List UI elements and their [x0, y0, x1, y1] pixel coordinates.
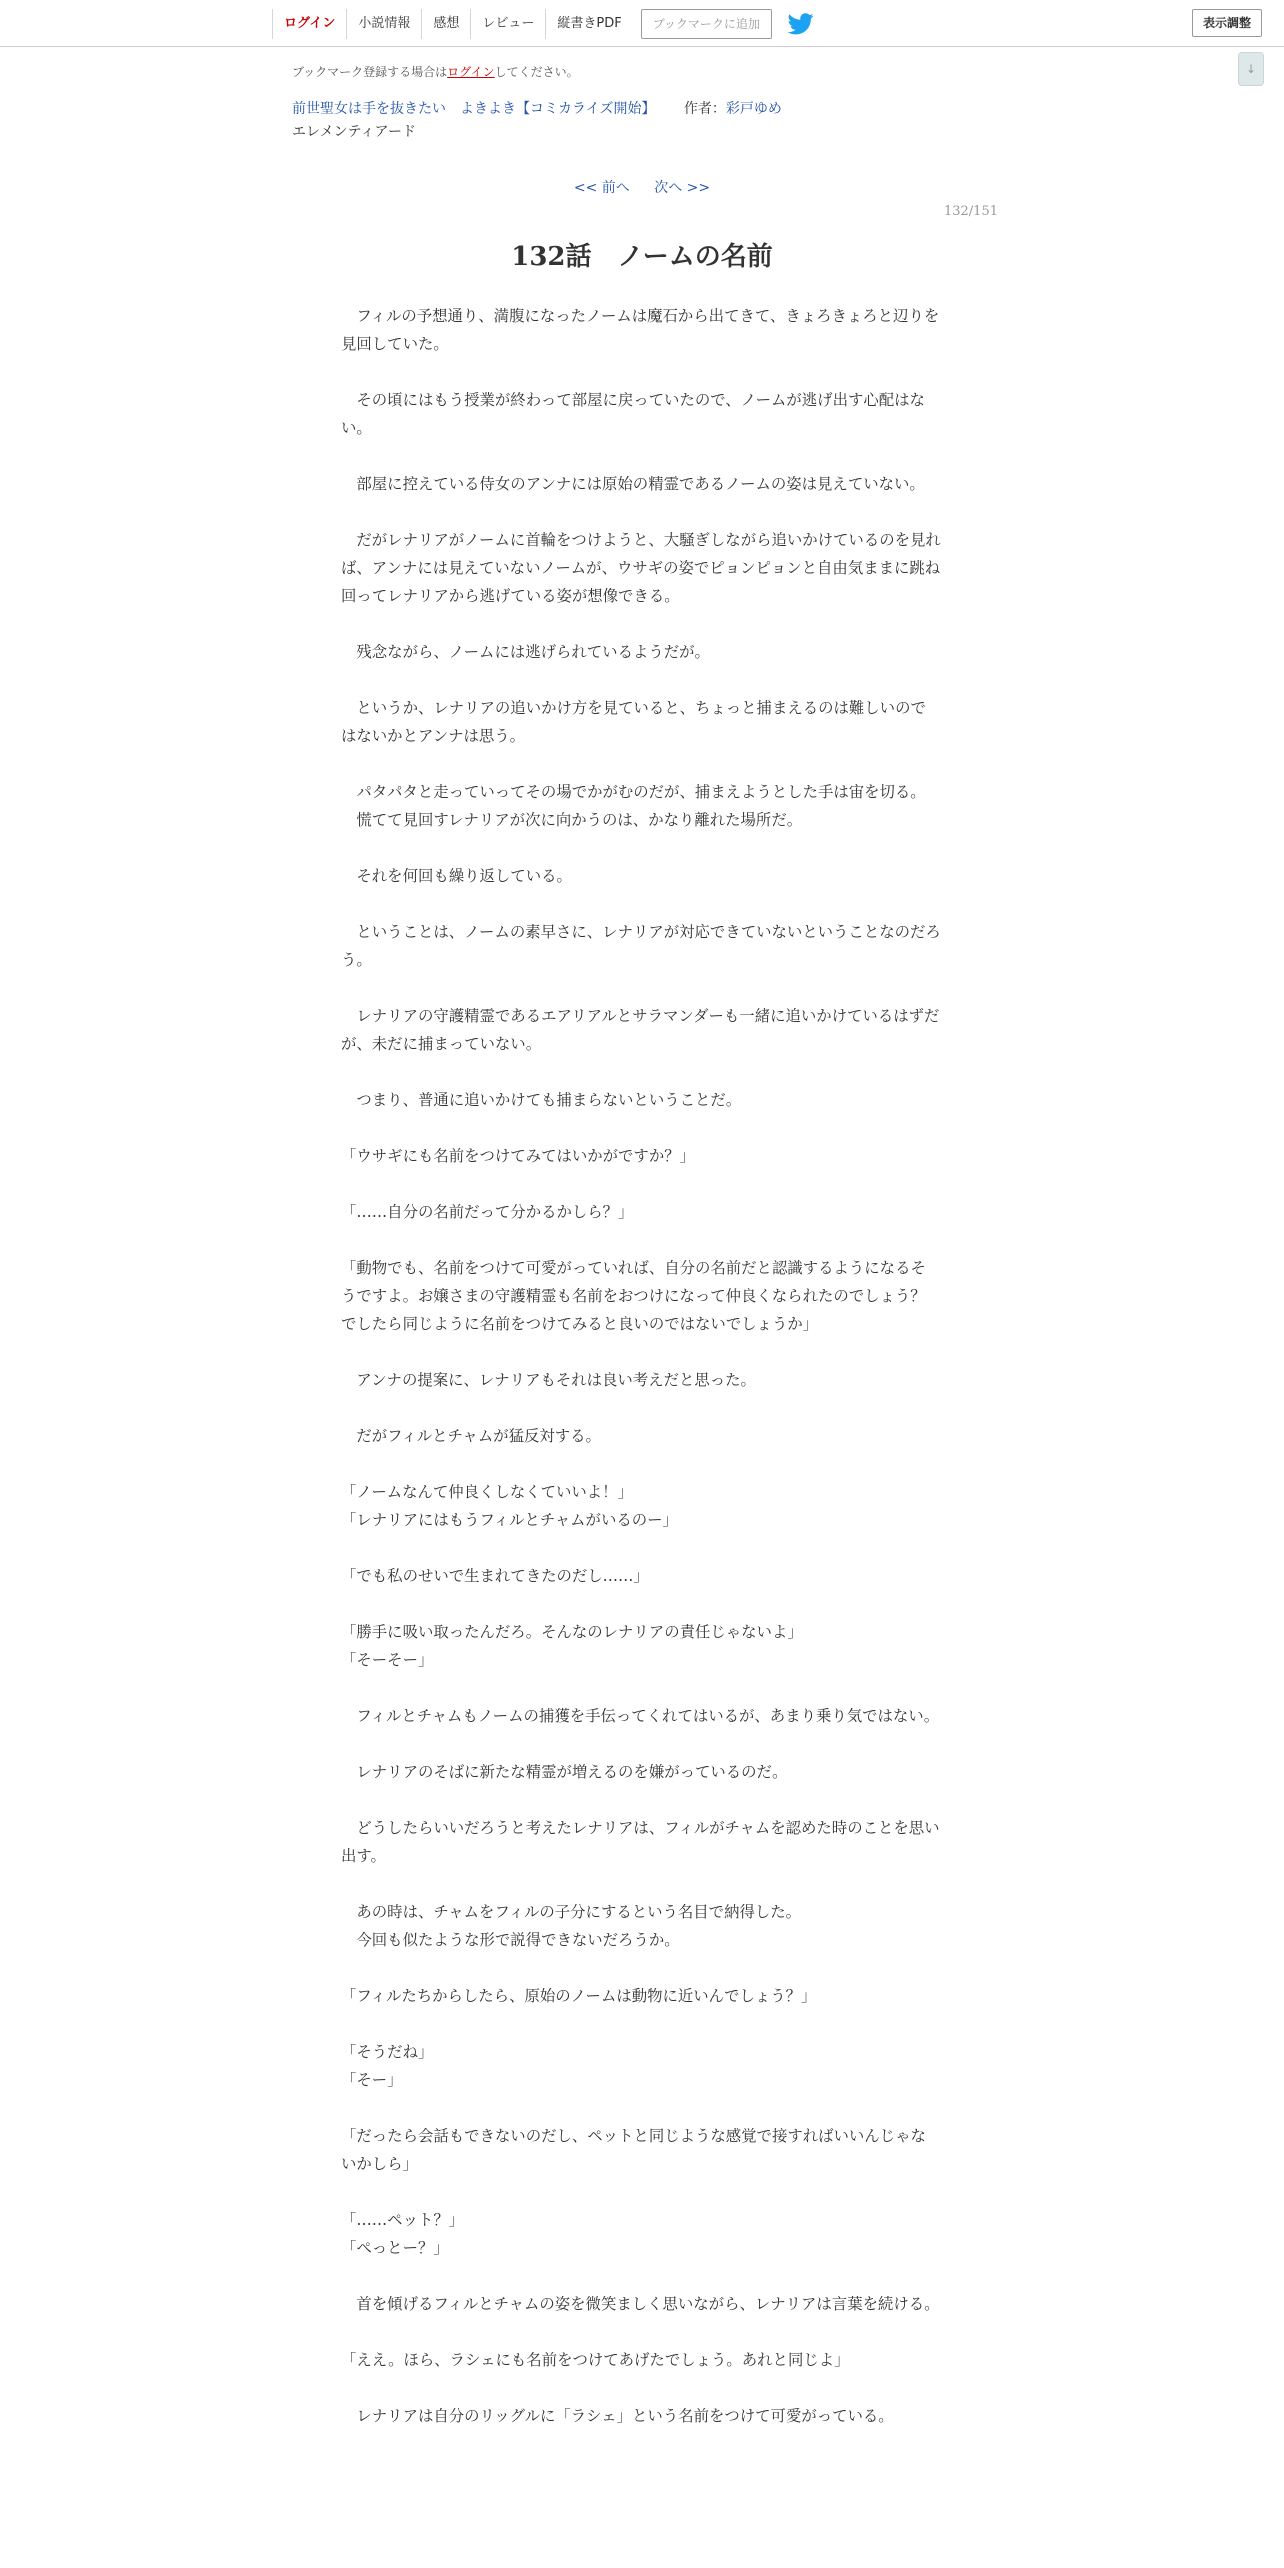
chapter-title: 132話 ノームの名前 — [511, 242, 773, 272]
blank-line — [341, 1170, 941, 1198]
login-link[interactable]: ログイン — [272, 9, 346, 39]
paragraph: つまり、普通に追いかけても捕まらないということだ。 — [341, 1091, 742, 1109]
paragraph: 今回も似たような形で説得できないだろうか。 — [341, 1931, 680, 1949]
blank-line — [341, 358, 941, 386]
paragraph: 「ノームなんて仲良くしなくていいよ！」 — [341, 1483, 633, 1501]
paragraph: 「そー」 — [341, 2071, 403, 2089]
blank-line — [341, 1534, 941, 1562]
display-adjust-button[interactable]: 表示調整 — [1192, 9, 1262, 37]
blank-line — [341, 2010, 941, 2038]
paragraph: 「ウサギにも名前をつけてみてはいかがですか？」 — [341, 1147, 695, 1165]
paragraph: 「ええ。ほら、ラシェにも名前をつけてあげたでしょう。あれと同じよ」 — [341, 2351, 850, 2369]
bookmark-notice-after: してください。 — [494, 65, 579, 79]
blank-line — [341, 1590, 941, 1618]
blank-line — [341, 1954, 941, 1982]
paragraph: レナリアのそばに新たな精霊が増えるのを嫌がっているのだ。 — [341, 1763, 788, 1781]
twitter-share-button[interactable] — [788, 12, 814, 36]
vertical-pdf-link[interactable]: 縦書きPDF — [545, 9, 632, 39]
paragraph: パタパタと走っていってその場でかがむのだが、捕まえようとした手は宙を切る。 — [341, 783, 926, 801]
bookmark-notice-before: ブックマーク登録する場合は — [292, 65, 448, 79]
blank-line — [341, 974, 941, 1002]
bookmark-login-notice — [292, 63, 579, 80]
prev-chapter-link[interactable]: << 前へ — [573, 180, 630, 196]
blank-line — [341, 1730, 941, 1758]
paragraph: 「……ペット？」 — [341, 2211, 465, 2229]
paragraph: どうしたらいいだろうと考えたレナリアは、フィルがチャムを認めた時のことを思い出す。 — [341, 1819, 940, 1865]
paragraph: レナリアは自分のリッグルに「ラシェ」という名前をつけて可愛がっている。 — [341, 2407, 894, 2425]
paragraph: 「レナリアにはもうフィルとチャムがいるのー」 — [341, 1511, 678, 1529]
scroll-down-button[interactable] — [1238, 52, 1264, 86]
blank-line — [341, 2374, 941, 2402]
paragraph: 「……自分の名前だって分かるかしら？」 — [341, 1203, 634, 1221]
paragraph: アンナの提案に、レナリアもそれは良い考えだと思った。 — [341, 1371, 756, 1389]
series-title-link[interactable]: 前世聖女は手を抜きたい よきよき【コミカライズ開始】 — [292, 101, 656, 117]
chapter-count: 132/151 — [943, 204, 998, 219]
paragraph: 首を傾げるフィルとチャムの姿を微笑ましく思いながら、レナリアは言葉を続ける。 — [341, 2295, 940, 2313]
novel-info-link[interactable]: 小説情報 — [346, 9, 421, 39]
blank-line — [341, 2262, 941, 2290]
blank-line — [341, 890, 941, 918]
paragraph: というか、レナリアの追いかけ方を見ていると、ちょっと捕まえるのは難しいのではないかとアンナは思う。 — [341, 699, 926, 745]
paragraph: ということは、ノームの素早さに、レナリアが対応できていないということなのだろう。 — [341, 923, 941, 969]
paragraph: その頃にはもう授業が終わって部屋に戻っていたので、ノームが逃げ出す心配はない。 — [341, 391, 925, 437]
blank-line — [341, 2094, 941, 2122]
novel-body — [341, 302, 941, 2430]
bookmark-notice-login-link[interactable]: ログイン — [447, 65, 495, 79]
blank-line — [341, 1114, 941, 1142]
blank-line — [341, 498, 941, 526]
blank-line — [341, 1394, 941, 1422]
paragraph: それを何回も繰り返している。 — [341, 867, 572, 885]
paragraph: 「そうだね」 — [341, 2043, 434, 2061]
blank-line — [341, 1450, 941, 1478]
blank-line — [341, 666, 941, 694]
paragraph: 部屋に控えている侍女のアンナには原始の精霊であるノームの姿は見えていない。 — [341, 475, 925, 493]
blank-line — [341, 2178, 941, 2206]
paragraph: だがレナリアがノームに首輪をつけようと、大騒ぎしながら追いかけているのを見れば、アンナには見えていないノームが、ウサギの姿でピョンピョンと自由気ままに跳ね回ってレナリアから逃げている姿が想像できる。 — [341, 531, 941, 605]
author-label: 作者： — [683, 101, 726, 117]
paragraph: 慌てて見回すレナリアが次に向かうのは、かなり離れた場所だ。 — [341, 811, 803, 829]
blank-line — [341, 442, 941, 470]
paragraph: フィルの予想通り、満腹になったノームは魔石から出てきて、きょろきょろと辺りを見回していた。 — [341, 307, 940, 353]
blank-line — [341, 1786, 941, 1814]
paragraph: 「フィルたちからしたら、原始のノームは動物に近いんでしょう？」 — [341, 1987, 817, 2005]
chapter-pager — [0, 177, 1284, 197]
paragraph: 「でも私のせいで生まれてきたのだし……」 — [341, 1567, 649, 1585]
paragraph: レナリアの守護精霊であるエアリアルとサラマンダーも一緒に追いかけているはずだが、未だに捕まっていない。 — [341, 1007, 940, 1053]
blank-line — [341, 834, 941, 862]
author-name-link[interactable]: 彩戸ゆめ — [725, 101, 782, 117]
blank-line — [341, 1870, 941, 1898]
main-nav — [272, 8, 814, 40]
paragraph: 「そーそー」 — [341, 1651, 434, 1669]
next-chapter-link[interactable]: 次へ >> — [654, 180, 711, 196]
paragraph: だがフィルとチャムが猛反対する。 — [341, 1427, 601, 1445]
paragraph: 「ぺっとー？」 — [341, 2239, 449, 2257]
top-navigation-bar — [0, 0, 1284, 47]
paragraph: 「動物でも、名前をつけて可愛がっていれば、自分の名前だと認識するようになるそうですよ。お嬢さまの守護精霊も名前をおつけになって仲良くなられたのでしょう？ でしたら同じように名前をつけてみると良いのではないでしょうか」 — [341, 1259, 942, 1333]
blank-line — [341, 1674, 941, 1702]
publisher-label: エレメンティアード — [292, 124, 417, 140]
series-info — [292, 98, 782, 118]
blank-line — [341, 2318, 941, 2346]
paragraph: あの時は、チャムをフィルの子分にするという名目で納得した。 — [341, 1903, 802, 1921]
paragraph: 「だったら会話もできないのだし、ペットと同じような感覚で接すればいいんじゃないかしら」 — [341, 2127, 926, 2173]
paragraph: フィルとチャムもノームの捕獲を手伝ってくれてはいるが、あまり乗り気ではない。 — [341, 1707, 940, 1725]
review-link[interactable]: レビュー — [470, 9, 545, 39]
blank-line — [341, 1058, 941, 1086]
blank-line — [341, 1338, 941, 1366]
blank-line — [341, 610, 941, 638]
impressions-link[interactable]: 感想 — [421, 9, 470, 39]
paragraph: 残念ながら、ノームには逃げられているようだが。 — [341, 643, 710, 661]
twitter-bird-icon — [788, 13, 814, 35]
blank-line — [341, 1226, 941, 1254]
arrow-down-icon: ↓ — [1245, 62, 1257, 76]
paragraph: 「勝手に吸い取ったんだろ。そんなのレナリアの責任じゃないよ」 — [341, 1623, 803, 1641]
blank-line — [341, 750, 941, 778]
add-bookmark-button[interactable]: ブックマークに追加 — [641, 9, 772, 39]
